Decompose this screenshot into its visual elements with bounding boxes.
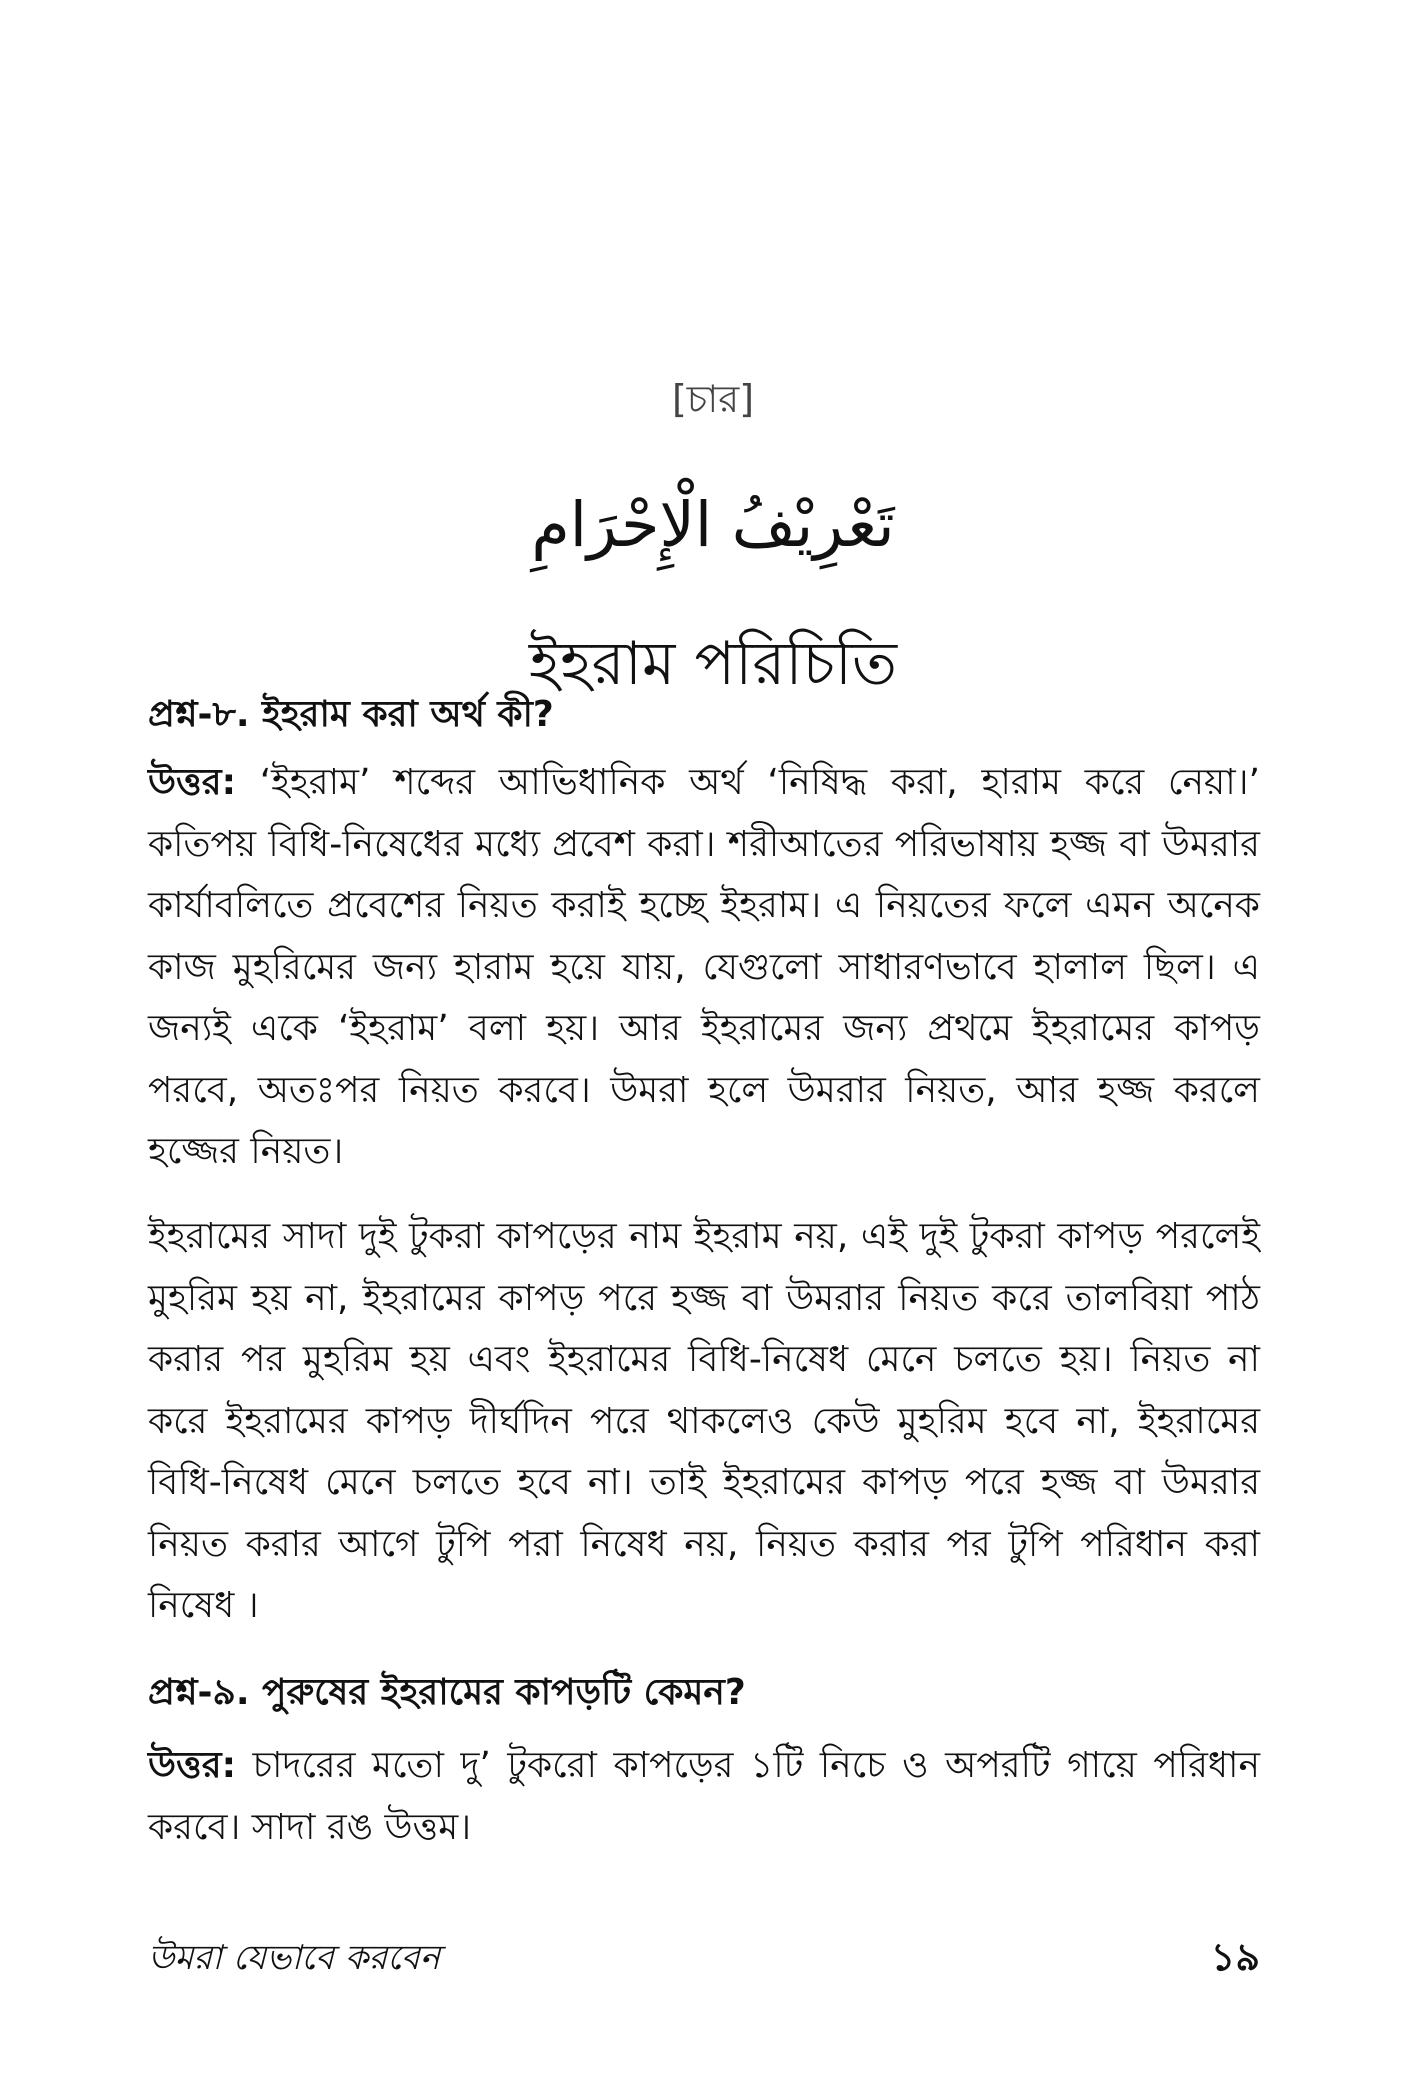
question-8: প্রশ্ন-৮. ইহরাম করা অর্থ কী? <box>148 694 554 735</box>
answer-text: চাদরের মতো দু’ টুকরো কাপড়ের ১টি নিচে ও অপরটি গায়ে পরিধান করবে। সাদা রঙ উত্তম। <box>148 1745 1260 1848</box>
answer-label: উত্তর: <box>148 762 236 803</box>
answer-8 <box>148 752 1260 1183</box>
answer-text: ‘ইহরাম’ শব্দের আভিধানিক অর্থ ‘নিষিদ্ধ করা, হারাম করে নেয়া।’ কতিপয় বিধি-নিষেধের মধ্যে প্রবেশ করা। শরীআতের পরিভাষায় হজ্জ বা উমরার কার্যাবলিতে প্রবেশের নিয়ত করাই হচ্ছে ইহরাম। এ নিয়তের ফলে এমন অনেক কাজ মুহরিমের জন্য হারাম হয়ে যায়, যেগুলো সাধারণভাবে হালাল ছিল। এ জন্যই একে ‘ইহরাম’ বলা হয়। আর ইহরামের জন্য প্রথমে ইহরামের কাপড় পরবে, অতঃপর নিয়ত করবে। উমরা হলে উমরার নিয়ত, আর হজ্জ করলে হজ্জের নিয়ত। <box>148 762 1260 1172</box>
question-9: প্রশ্ন-৯. পুরুষের ইহরামের কাপড়টি কেমন? <box>148 1672 746 1713</box>
answer-label: উত্তর: <box>148 1745 236 1786</box>
answer-8-paragraph-2: ইহরামের সাদা দুই টুকরা কাপড়ের নাম ইহরাম নয়, এই দুই টুকরা কাপড় পরলেই মুহরিম হয় না, ইহরামের কাপড় পরে হজ্জ বা উমরার নিয়ত করে তালবিয়া পাঠ করার পর মুহরিম হয় এবং ইহরামের বিধি-নিষেধ মেনে চলতে হয়। নিয়ত না করে ইহরামের কাপড় দীর্ঘদিন পরে থাকলেও কেউ মুহরিম হবে না, ইহরামের বিধি-নিষেধ মেনে চলতে হবে না। তাই ইহরামের কাপড় পরে হজ্জ বা উমরার নিয়ত করার আগে টুপি পরা নিষেধ নয়, নিয়ত করার পর টুপি পরিধান করা নিষেধ । <box>148 1216 1260 1626</box>
chapter-number: [চার] <box>671 377 755 421</box>
chapter-title: ইহরাম পরিচিতি <box>528 629 898 700</box>
answer-9 <box>148 1735 1260 1858</box>
page-number: ১৯ <box>1210 1935 1260 1979</box>
footer-book-title: উমরা যেভাবে করবেন <box>148 1938 441 1978</box>
arabic-chapter-title: تَعْرِيْفُ الْإِحْرَامِ <box>531 488 895 561</box>
